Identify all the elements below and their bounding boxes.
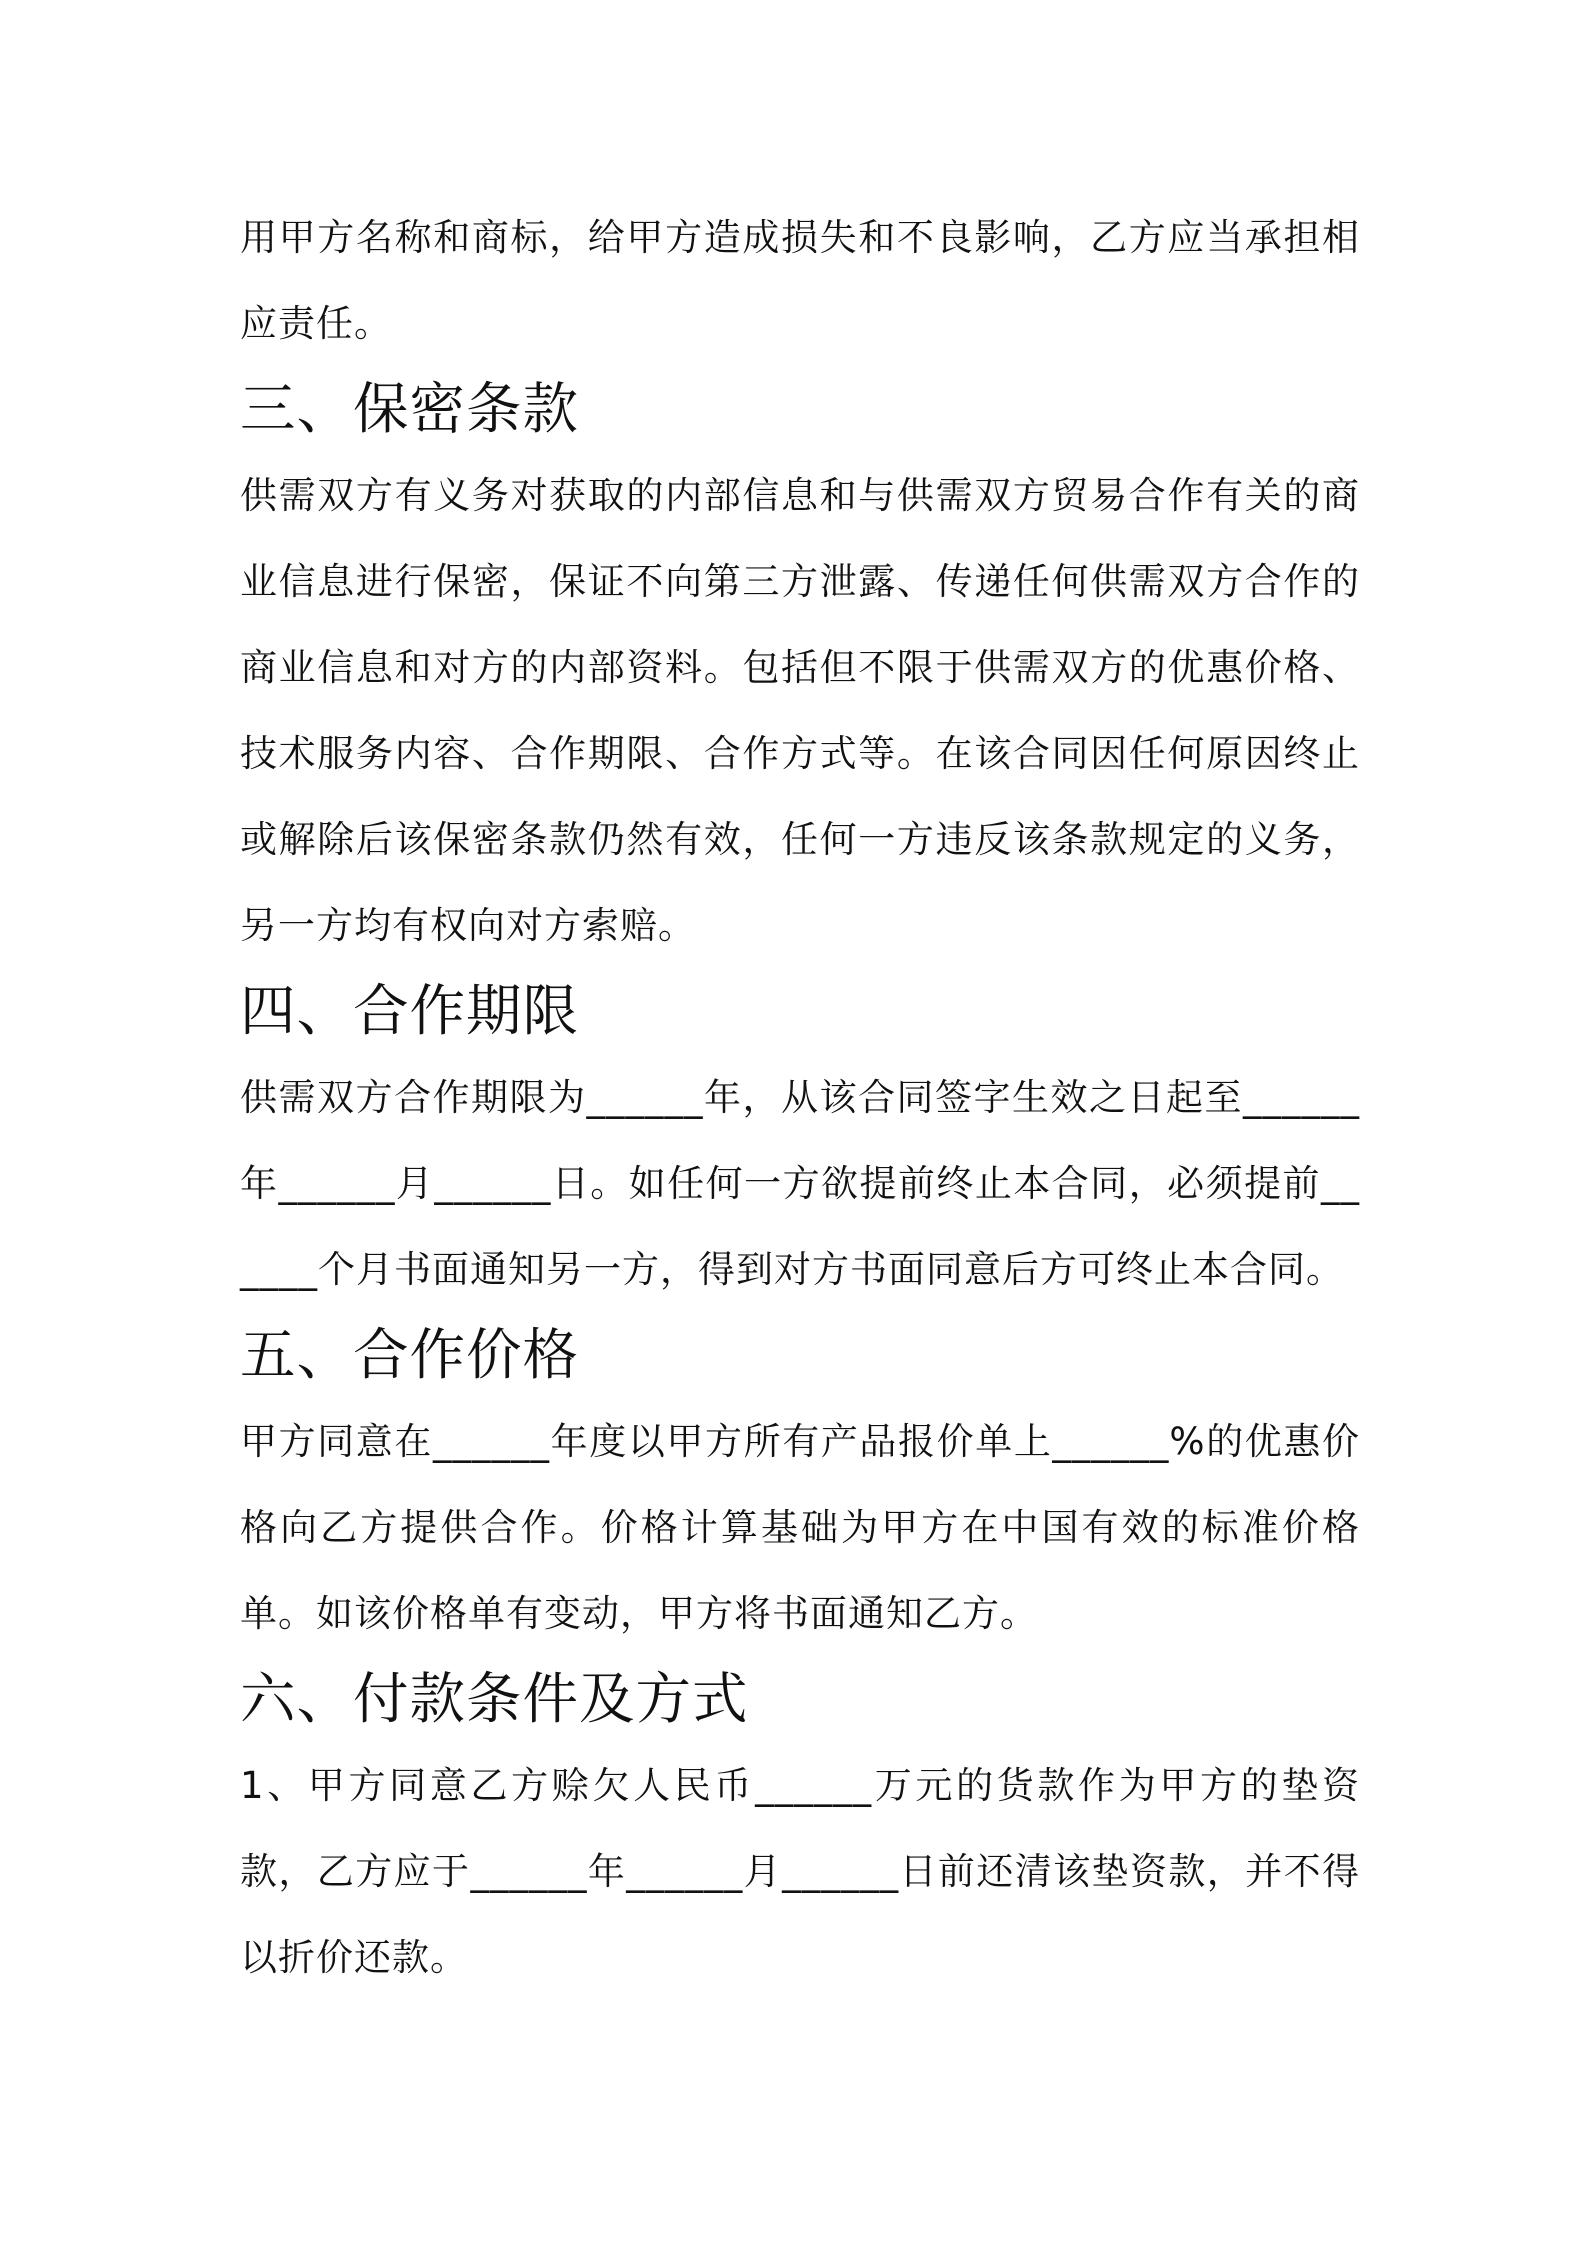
paragraph-term: 供需双方合作期限为______年，从该合同签字生效之日起至______年______月______日。如任何一方欲提前终止本合同，必须提前______个月书面通知另一方，得到对方书面同意后方可终止本合同。 [240, 1076, 1360, 1291]
section-heading-price: 五、合作价格 [240, 1323, 580, 1388]
paragraph-price: 甲方同意在______年度以甲方所有产品报价单上______%的优惠价格向乙方提供合作。价格计算基础为甲方在中国有效的标准价格单。如该价格单有变动，甲方将书面通知乙方。 [240, 1420, 1360, 1635]
paragraph-confidentiality: 供需双方有义务对获取的内部信息和与供需双方贸易合作有关的商业信息进行保密，保证不向第三方泄露、传递任何供需双方合作的商业信息和对方的内部资料。包括但不限于供需双方的优惠价格、技术服务内容、合作期限、合作方式等。在该合同因任何原因终止或解除后该保密条款仍然有效，任何一方违反该条款规定的义务，另一方均有权向对方索赔。 [240, 474, 1360, 947]
document-body [240, 195, 1360, 2001]
section-heading-term: 四、合作期限 [240, 979, 580, 1044]
paragraph-liability-continuation: 用甲方名称和商标，给甲方造成损失和不良影响，乙方应当承担相应责任。 [240, 216, 1360, 345]
section-heading-confidentiality: 三、保密条款 [240, 377, 580, 442]
section-heading-payment: 六、付款条件及方式 [240, 1667, 749, 1732]
paragraph-payment-1: 1、甲方同意乙方赊欠人民币______万元的货款作为甲方的垫资款，乙方应于______年______月______日前还清该垫资款，并不得以折价还款。 [240, 1764, 1360, 1979]
